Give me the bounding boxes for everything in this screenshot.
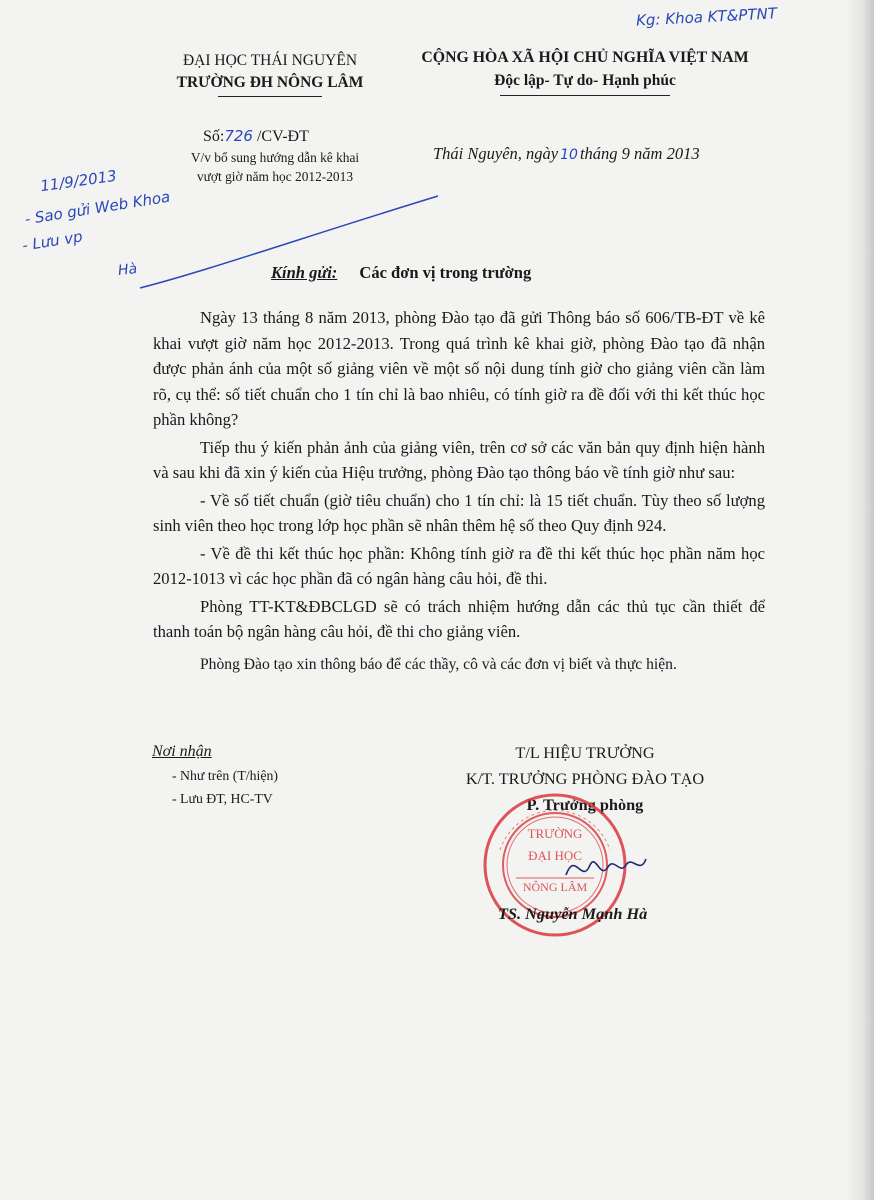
motto-underline — [500, 95, 670, 96]
school-name: TRƯỜNG ĐH NÔNG LÂM — [176, 74, 364, 91]
seal-text-2: ĐẠI HỌC — [528, 848, 582, 863]
issuer-block — [140, 52, 400, 97]
signature-scribble — [560, 845, 650, 895]
seal-text-1: TRƯỜNG — [527, 826, 583, 841]
recipient-label: Kính gửi: — [271, 263, 338, 282]
body-paragraph-3: - Về số tiết chuẩn (giờ tiêu chuẩn) cho 1 tín chỉ: là 15 tiết chuẩn. Tùy theo số lượng sinh viên theo học trong lớp học phần sẽ nhân thêm hệ số theo Quy định 924. — [153, 490, 765, 535]
school-underline — [218, 96, 322, 97]
body-paragraph-1: Ngày 13 tháng 8 năm 2013, phòng Đào tạo đã gửi Thông báo số 606/TB-ĐT về kê khai vượt giờ năm học 2012-2013. Trong quá trình kê khai giờ, phòng Đào tạo đã nhận được phản ánh của một số giảng viên về một số nội dung tính giờ cho giảng viên cần làm rõ, cụ thể: số tiết chuẩn cho 1 tín chỉ là bao nhiêu, có tính giờ ra đề đối với thi kết thúc học phần không? — [153, 308, 765, 429]
distribution-item-1: - Như trên (T/hiện) — [172, 768, 278, 783]
handwritten-initials: Hà — [117, 261, 138, 279]
document-number: Số:726 /CV-ĐT — [203, 127, 309, 145]
body-paragraph-5: Phòng TT-KT&ĐBCLGD sẽ có trách nhiệm hướng dẫn các thủ tục cần thiết để thanh toán bộ ngân hàng câu hỏi, đề thi cho giảng viên. — [153, 596, 765, 641]
handwritten-routing-note: Kg: Khoa KT&PTNT — [635, 4, 778, 30]
body-paragraph-2: Tiếp thu ý kiến phản ảnh của giảng viên, trên cơ sở các văn bản quy định hiện hành và sau khi đã xin ý kiến của Hiệu trưởng, phòng Đào tạo thông báo về tính giờ như sau: — [153, 437, 765, 482]
scan-edge-shadow — [846, 0, 874, 1200]
country-name: CỘNG HÒA XÃ HỘI CHỦ NGHĨA VIỆT NAM — [421, 49, 749, 66]
seal-text-3: NÔNG LÂM — [522, 880, 588, 894]
signer-title-2: K/T. TRƯỞNG PHÒNG ĐÀO TẠO — [465, 769, 705, 788]
place-date: Thái Nguyên, ngày 10 tháng 9 năm 2013 — [433, 144, 700, 163]
distribution-block — [152, 743, 278, 807]
body-paragraph-4: - Về đề thi kết thúc học phần: Không tính giờ ra đề thi kết thúc học phần năm học 2012-1013 vì các học phần đã có ngân hàng câu hỏi, đề thi. — [153, 543, 765, 588]
university-name: ĐẠI HỌC THÁI NGUYÊN — [182, 52, 358, 69]
distribution-title: Nơi nhận — [152, 743, 212, 760]
recipient-line — [271, 263, 531, 283]
national-motto-block — [385, 49, 785, 96]
handwritten-date: 11/9/2013 — [39, 166, 118, 196]
subject-block: V/v bổ sung hướng dẫn kê khai vượt giờ năm học 2012-2013 — [190, 150, 360, 184]
handwritten-line-2: - Lưu vp — [20, 227, 84, 255]
signer-name: TS. Nguyễn Mạnh Hà — [498, 904, 648, 923]
signer-title-1: T/L HIỆU TRƯỞNG — [515, 743, 655, 762]
letter-body — [153, 305, 765, 677]
handwritten-stroke — [130, 190, 450, 300]
distribution-item-2: - Lưu ĐT, HC-TV — [172, 791, 273, 806]
handwritten-number: 726 — [224, 127, 253, 145]
handwritten-day: 10 — [560, 147, 578, 163]
motto: Độc lập- Tự do- Hạnh phúc — [494, 72, 676, 89]
handwritten-line-1: - Sao gửi Web Khoa — [23, 187, 172, 229]
signer-title-3: P. Trưởng phòng — [526, 795, 644, 814]
body-paragraph-6: Phòng Đào tạo xin thông báo để các thầy, cô và các đơn vị biết và thực hiện. — [200, 655, 677, 673]
recipient-value: Các đơn vị trong trường — [359, 263, 532, 282]
